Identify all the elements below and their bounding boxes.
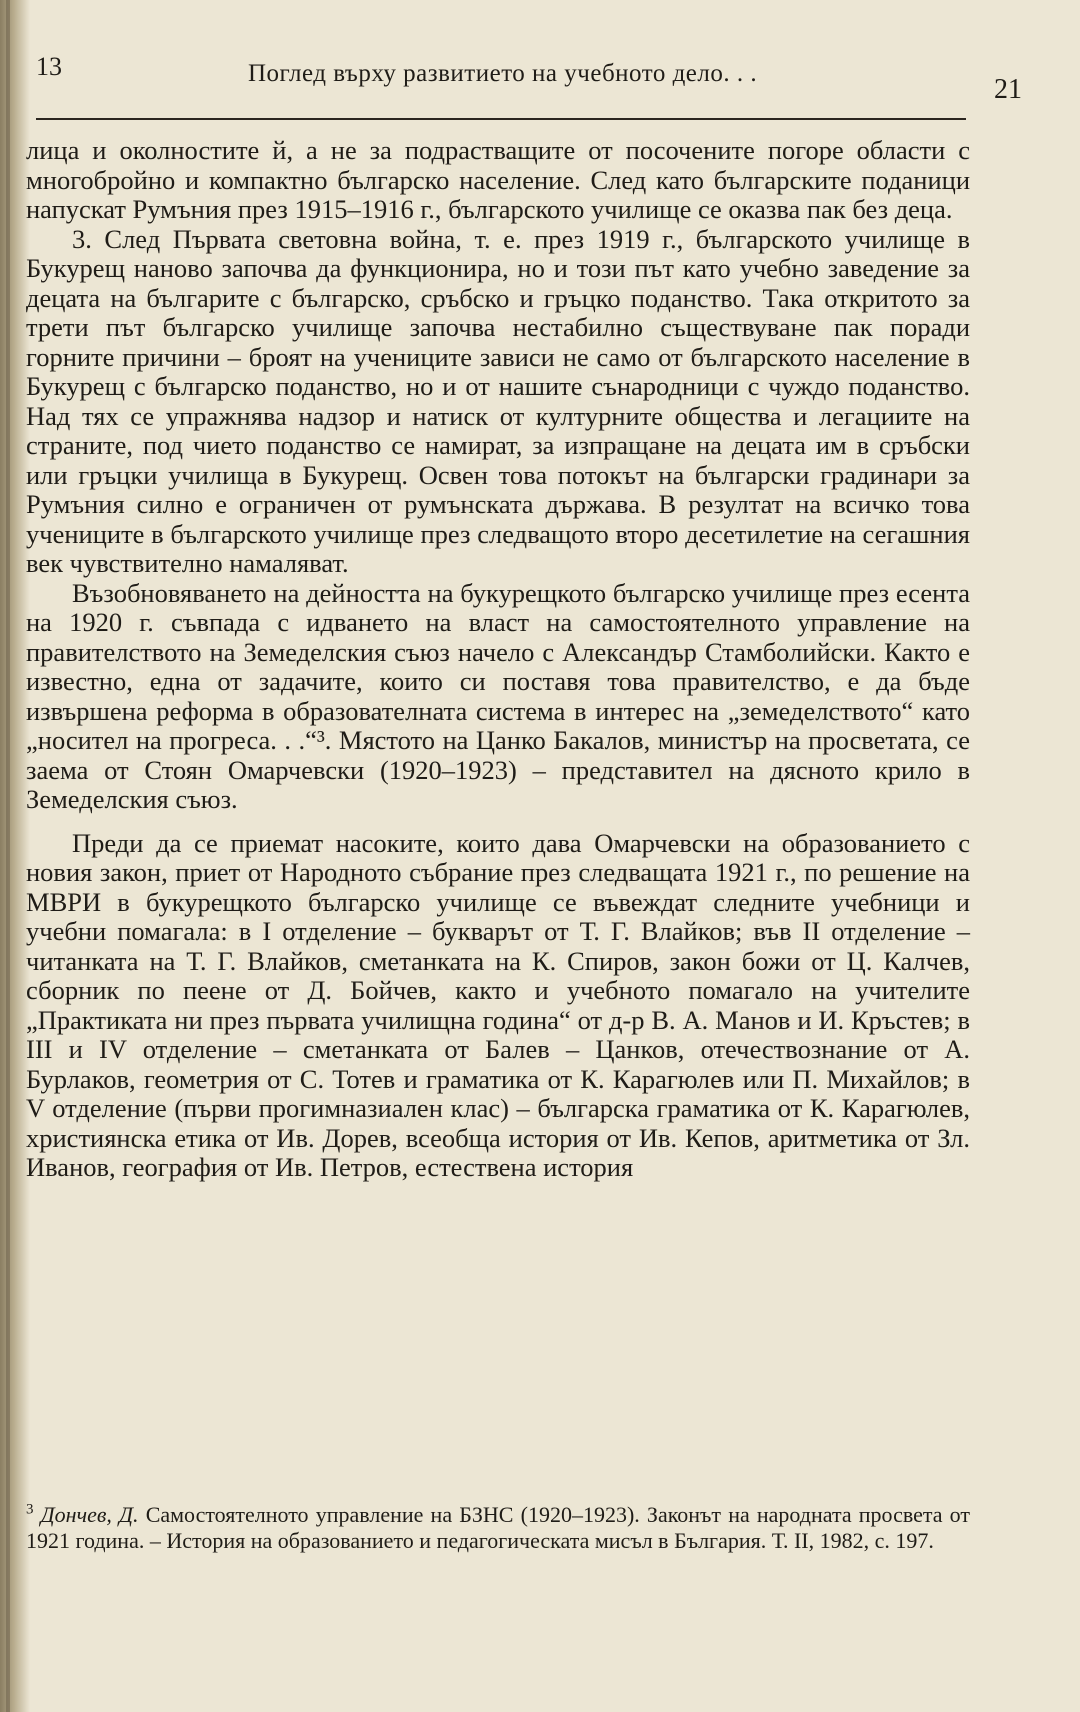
paragraph-2: 3. След Първата световна война, т. е. през 1919 г., българското училище в Букурещ наново започва да функционира, но и този път като учебно заведение за децата на българите с българско, сръбско и гръцко поданство. Така откритото за трети път българско училище започва нестабилно съществуване пак поради горните причини – броят на учениците зависи не само от българското население в Букурещ с българско поданство, но и от нашите сънародници с чуждо поданство. Над тях се упражнява надзор и натиск от културните общества и легациите на страните, под чието поданство се намират, за изпращане на децата им в сръбски или гръцки училища в Букурещ. Освен това потокът на български градинари за Румъния силно е ограничен от румънската държава. В резултат на всичко това учениците в българското училище през следващото второ десетилетие на сегашния век чувствително намаляват. [26,223,970,578]
header-rule [36,118,966,120]
footnote-text: Самостоятелното управление на БЗНС (1920–1923). Законът на народната просвета от 1921 година. – История на образованието и педагогическата мисъл в България. Т. II, 1982, с. 197. [26,1502,970,1553]
binding-edge-line [6,0,10,1712]
footnote-mark: 3 [26,1501,34,1518]
paragraph-3: Възобновяването на дейността на букурещкото българско училище през есента на 1920 г. съвпада с идването на власт на самостоятелното управление на правителството на Земеделския съюз начело с Александър Стамболийски. Както е известно, една от задачите, които си поставя това правителство, е да бъде извършена реформа в образователната система в интерес на „земеделството“ като „носител на прогреса. . .“³. Мястото на Цанко Бакалов, министър на просветата, се заема от Стоян Омарчевски (1920–1923) – представител на дясното крило в Земеделския съюз. [26,577,970,814]
original-page-number: 13 [36,52,62,81]
paragraph-gap [26,815,970,829]
body-text [26,136,970,1183]
running-head: Поглед върху развитието на учебното дело. . . [248,60,758,87]
paragraph-4: Преди да се приемат насоките, които дава Омарчевски на образованието с новия закон, приет от Народното събрание през следващата 1921 г., по решение на МВРИ в букурещкото българско училище се въвеждат следните учебници и учебни помагала: в I отделение – букварът от Т. Г. Влайков; във II отделение – читанката на Т. Г. Влайков, сметанката на К. Спиров, закон божи от Ц. Калчев, сборник по пеене от Д. Бойчев, както и учебното помагало на учителите „Практиката ни през първата училищна година“ от д-р В. А. Манов и И. Кръстев; в III и IV отделение – сметанката от Балев – Цанков, отечествознание от А. Бурлаков, геометрия от С. Тотев и граматика от К. Карагюлев или П. Михайлов; в V отделение (първи прогимназиален клас) – българска граматика от К. Карагюлев, християнска етика от Ив. Дорев, всеобща история от Ив. Кепов, аритметика от Зл. Иванов, география от Ив. Петров, естествена история [26,827,970,1182]
page-header [36,52,1036,122]
footnote [26,1502,970,1554]
paragraph-1: лица и околностите й, а не за подрастващите от посочените погоре области с многобройно и компактно българско население. След като българските поданици напускат Румъния през 1915–1916 г., българското училище се оказва пак без деца. [26,135,970,224]
page-number: 21 [994,74,1022,105]
footnote-author: Дончев, Д. [40,1502,139,1527]
